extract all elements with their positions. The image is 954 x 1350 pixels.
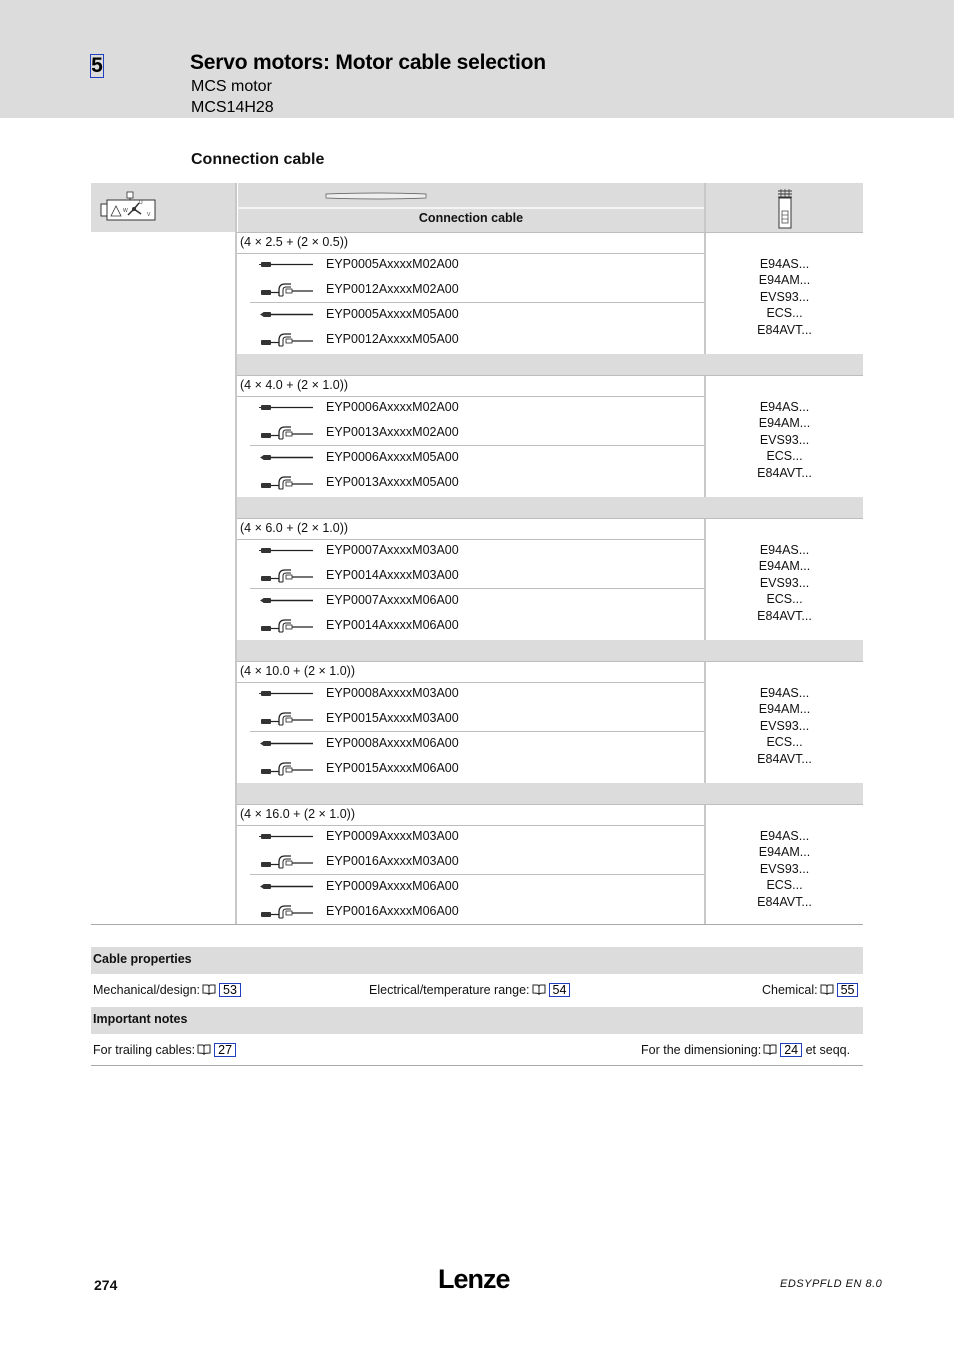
straight-connector-icon (259, 396, 315, 420)
group-separator (237, 497, 863, 518)
cable-row (237, 900, 704, 924)
cable-row (237, 446, 704, 470)
page-title: Servo motors: Motor cable selection (190, 51, 546, 74)
header-divider (238, 207, 704, 209)
row-divider (250, 588, 704, 589)
straight-connector-icon (259, 539, 315, 563)
controller-item: E94AS... (759, 686, 810, 700)
cable-order-code: EYP0016AxxxxM06A00 (326, 904, 459, 918)
cable-group (237, 519, 863, 640)
controller-item: E94AS... (759, 400, 810, 414)
book-icon (197, 1044, 211, 1055)
cable-order-code: EYP0008AxxxxM03A00 (326, 686, 459, 700)
table-bottom-line (91, 924, 863, 925)
angled-connector-icon (259, 707, 315, 731)
motor-icon (99, 190, 157, 224)
controller-item: E94AS... (759, 829, 810, 843)
cable-cross-section-label: (4 × 4.0 + (2 × 1.0)) (240, 378, 349, 392)
controller-item: E94AS... (759, 543, 810, 557)
straight-connector-icon (259, 303, 315, 327)
cable-row (237, 539, 704, 563)
cable-row (237, 682, 704, 706)
mechanical-label: Mechanical/design: (93, 983, 201, 997)
cable-order-code: EYP0009AxxxxM06A00 (326, 879, 459, 893)
cable-group (237, 233, 863, 354)
controller-icon (777, 189, 793, 229)
chemical-label: Chemical: (762, 983, 818, 997)
cable-row (237, 253, 704, 277)
angled-connector-icon (259, 471, 315, 495)
angled-connector-icon (259, 421, 315, 445)
cable-order-code: EYP0007AxxxxM06A00 (326, 593, 459, 607)
cable-order-code: EYP0006AxxxxM02A00 (326, 400, 459, 414)
chemical-page-link[interactable]: 55 (837, 983, 859, 997)
book-icon (532, 984, 546, 995)
row-divider (250, 874, 704, 875)
cable-row (237, 825, 704, 849)
compatible-controllers (706, 828, 863, 910)
trailing-cables-label: For trailing cables: (93, 1043, 196, 1057)
angled-connector-icon (259, 278, 315, 302)
angled-connector-icon (259, 328, 315, 352)
group-separator (237, 354, 863, 375)
group-top-line (237, 661, 863, 662)
cable-order-code: EYP0006AxxxxM05A00 (326, 450, 459, 464)
cable-order-code: EYP0014AxxxxM03A00 (326, 568, 459, 582)
group-separator (237, 783, 863, 804)
subtitle-motor: MCS motor (191, 78, 272, 95)
cable-order-code: EYP0016AxxxxM03A00 (326, 854, 459, 868)
angled-connector-icon (259, 850, 315, 874)
cable-cross-section-label: (4 × 16.0 + (2 × 1.0)) (240, 807, 355, 821)
cable-row (237, 278, 704, 302)
document-code: EDSYPFLD EN 8.0 (780, 1278, 883, 1290)
group-separator (237, 640, 863, 661)
angled-connector-icon (259, 564, 315, 588)
controller-item: EVS93... (759, 861, 810, 876)
important-notes-label: Important notes (93, 1012, 188, 1026)
cable-order-code: EYP0013AxxxxM02A00 (326, 425, 459, 439)
trailing-cables-reference (93, 1043, 236, 1057)
cable-order-code: EYP0012AxxxxM02A00 (326, 282, 459, 296)
angled-connector-icon (259, 614, 315, 638)
dimensioning-page-link[interactable]: 24 (780, 1043, 802, 1057)
controller-item: E84AVT... (757, 751, 812, 766)
mechanical-reference (93, 983, 241, 997)
straight-connector-icon (259, 253, 315, 277)
cable-order-code: EYP0015AxxxxM03A00 (326, 711, 459, 725)
cable-row (237, 471, 704, 495)
cable-order-code: EYP0015AxxxxM06A00 (326, 761, 459, 775)
cable-order-code: EYP0012AxxxxM05A00 (326, 332, 459, 346)
cable-row (237, 303, 704, 327)
controller-item: EVS93... (759, 718, 810, 733)
group-top-line (237, 375, 863, 376)
cable-order-code: EYP0005AxxxxM05A00 (326, 307, 459, 321)
group-top-line (237, 232, 863, 233)
controller-item: E94AM... (758, 416, 811, 431)
subtitle-model: MCS14H28 (191, 99, 274, 116)
controller-item: E94AS... (759, 257, 810, 271)
lenze-logo: Lenze (438, 1264, 510, 1294)
straight-connector-icon (259, 732, 315, 756)
straight-connector-icon (259, 589, 315, 613)
page-number: 274 (94, 1277, 118, 1293)
trailing-cables-page-link[interactable]: 27 (214, 1043, 236, 1057)
cable-cross-section-label: (4 × 10.0 + (2 × 1.0)) (240, 664, 355, 678)
cable-order-code: EYP0007AxxxxM03A00 (326, 543, 459, 557)
mechanical-page-link[interactable]: 53 (219, 983, 241, 997)
straight-connector-icon (259, 875, 315, 899)
cable-row (237, 875, 704, 899)
electrical-label: Electrical/temperature range: (369, 983, 530, 997)
chapter-number[interactable]: 5 (91, 54, 103, 77)
cable-row (237, 328, 704, 352)
compatible-controllers (706, 542, 863, 624)
controller-item: ECS... (766, 735, 803, 750)
controller-item: ECS... (766, 592, 803, 607)
electrical-page-link[interactable]: 54 (549, 983, 571, 997)
book-icon (763, 1044, 777, 1055)
section-heading: Connection cable (191, 151, 325, 168)
svg-text:W: W (123, 208, 128, 214)
cable-row (237, 757, 704, 781)
straight-connector-icon (259, 682, 315, 706)
book-icon (820, 984, 834, 995)
cable-order-code: EYP0013AxxxxM05A00 (326, 475, 459, 489)
controller-item: E94AM... (758, 559, 811, 574)
group-top-line (237, 804, 863, 805)
cable-row (237, 564, 704, 588)
controller-item: E84AVT... (757, 894, 812, 909)
cable-row (237, 850, 704, 874)
row-divider (250, 302, 704, 303)
cable-properties-label: Cable properties (93, 952, 192, 966)
controller-item: E94AM... (758, 845, 811, 860)
svg-text:V: V (147, 212, 151, 218)
cable-group (237, 805, 863, 926)
straight-connector-icon (259, 446, 315, 470)
svg-text:U: U (139, 200, 143, 206)
dimensioning-suffix: et seqq. (805, 1043, 851, 1057)
controller-item: E84AVT... (757, 465, 812, 480)
straight-connector-icon (259, 825, 315, 849)
angled-connector-icon (259, 900, 315, 924)
cable-group (237, 376, 863, 497)
cable-cross-section-label: (4 × 2.5 + (2 × 0.5)) (240, 235, 349, 249)
dimensioning-reference (641, 1043, 850, 1057)
angled-connector-icon (259, 757, 315, 781)
cable-row (237, 396, 704, 420)
cable-row (237, 614, 704, 638)
controller-item: E94AM... (758, 273, 811, 288)
row-divider (250, 445, 704, 446)
book-icon (202, 984, 216, 995)
notes-bottom-line (91, 1065, 863, 1066)
controller-item: E84AVT... (757, 322, 812, 337)
chemical-reference (762, 983, 858, 997)
cable-order-code: EYP0009AxxxxM03A00 (326, 829, 459, 843)
controller-item: ECS... (766, 306, 803, 321)
group-top-line (237, 518, 863, 519)
cable-row (237, 421, 704, 445)
controller-item: EVS93... (759, 289, 810, 304)
controller-item: EVS93... (759, 432, 810, 447)
controller-item: EVS93... (759, 575, 810, 590)
cable-order-code: EYP0008AxxxxM06A00 (326, 736, 459, 750)
controller-item: E94AM... (758, 702, 811, 717)
compatible-controllers (706, 256, 863, 338)
column-header-connection-cable: Connection cable (418, 211, 524, 225)
dimensioning-label: For the dimensioning: (641, 1043, 762, 1057)
cable-properties-heading (91, 947, 863, 974)
controller-item: ECS... (766, 878, 803, 893)
cable-row (237, 732, 704, 756)
cable-order-code: EYP0014AxxxxM06A00 (326, 618, 459, 632)
row-divider (250, 731, 704, 732)
controller-item: ECS... (766, 449, 803, 464)
cable-row (237, 707, 704, 731)
cable-row (237, 589, 704, 613)
controller-item: E84AVT... (757, 608, 812, 623)
cable-order-code: EYP0005AxxxxM02A00 (326, 257, 459, 271)
important-notes-heading (91, 1007, 863, 1034)
cable-icon (325, 192, 427, 200)
electrical-reference (369, 983, 570, 997)
compatible-controllers (706, 685, 863, 767)
cable-cross-section-label: (4 × 6.0 + (2 × 1.0)) (240, 521, 349, 535)
compatible-controllers (706, 399, 863, 481)
cable-group (237, 662, 863, 783)
